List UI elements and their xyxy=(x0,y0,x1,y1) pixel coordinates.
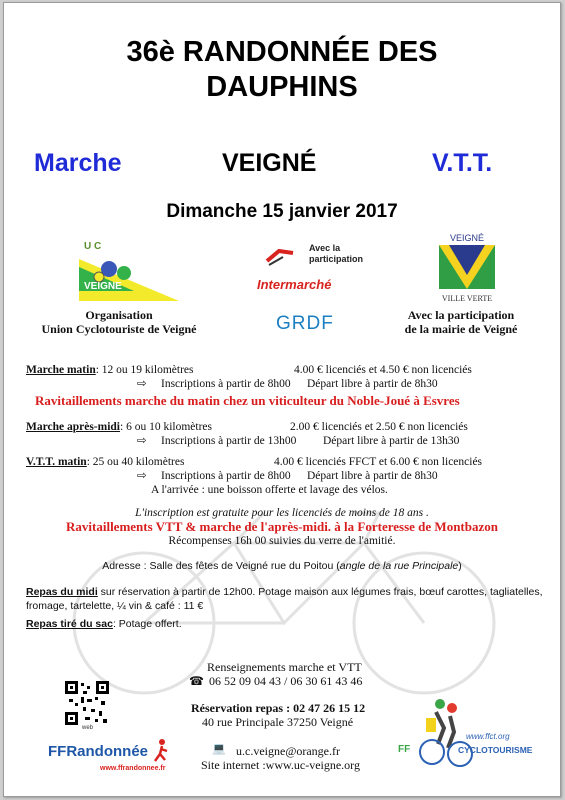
vtt-matin-prices: 4.00 € licenciés FFCT et 6.00 € non licenciés xyxy=(274,456,483,468)
phone-icon: ☎ xyxy=(189,674,204,688)
contact-heading: Renseignements marche et VTT xyxy=(207,660,362,674)
free-registration-note: L'inscription est gratuite pour les licenciés de moins de 18 ans . xyxy=(135,507,429,519)
ffrandonnee-wordmark: FFRandonnée xyxy=(48,743,148,760)
ravitaillement-apres-midi: Ravitaillements VTT & marche de l'après-midi. à la Forteresse de Montbazon xyxy=(66,519,498,534)
ucv-logo xyxy=(74,239,184,303)
qr-caption: web xyxy=(82,725,94,731)
vtt-arrivee-note: A l'arrivée : une boisson offerte et lavage des vélos. xyxy=(151,484,388,496)
adresse-line xyxy=(4,559,560,573)
ffrandonnee-logo xyxy=(48,743,148,760)
event-title-line1: 36è RANDONNÉE DES xyxy=(126,36,438,68)
marche-matin-label: Marche matin xyxy=(26,364,96,376)
organisation-name: Union Cyclotouriste de Veigné xyxy=(41,322,197,336)
qr-code-graphic xyxy=(65,681,109,725)
ucv-logo-letters: U C xyxy=(84,241,102,252)
sponsor-caption: Avec la participation xyxy=(309,243,364,264)
repas-midi-label: Repas du midi xyxy=(26,586,98,598)
repas-sac-line xyxy=(26,617,182,631)
email-icon: 💻 xyxy=(212,743,226,755)
marche-apres-midi-depart: Départ libre à partir de 13h30 xyxy=(323,435,460,447)
ravitaillement-matin: Ravitaillements marche du matin chez un viticulteur du Noble-Joué à Esvres xyxy=(35,393,460,408)
veigne-town-logo xyxy=(437,233,497,309)
ffrandonnee-walker-icon xyxy=(152,738,170,762)
mairie-participation-name: de la mairie de Veigné xyxy=(404,322,518,336)
adresse-italic: angle de la rue Principale xyxy=(339,560,459,572)
grdf-wordmark: GRDF xyxy=(276,313,334,334)
marche-matin-row xyxy=(26,363,193,377)
mairie-participation-label: Avec la participation xyxy=(407,308,515,322)
event-title-line2: DAUPHINS xyxy=(206,71,358,103)
marche-apres-midi-row xyxy=(26,420,212,434)
vtt-heading: V.T.T. xyxy=(432,149,493,177)
adresse-prefix: Adresse : Salle des fêtes de Veigné rue du Poitou ( xyxy=(102,560,340,572)
contact-phones: 06 52 09 04 43 / 06 30 61 43 46 xyxy=(209,674,363,688)
marche-matin-inscriptions: Inscriptions à partir de 8h00 xyxy=(161,378,291,390)
event-date: Dimanche 15 janvier 2017 xyxy=(166,201,398,222)
marche-apres-midi-distance: : 6 ou 10 kilomètres xyxy=(120,421,213,433)
marche-apres-midi-inscriptions: Inscriptions à partir de 13h00 xyxy=(161,435,297,447)
vtt-matin-distance: : 25 ou 40 kilomètres xyxy=(86,456,185,468)
contact-email[interactable]: u.c.veigne@orange.fr xyxy=(236,744,341,758)
vtt-matin-label: V.T.T. matin xyxy=(26,456,87,468)
intermarche-logo xyxy=(257,241,367,301)
marche-matin-distance: : 12 ou 19 kilomètres xyxy=(95,364,194,376)
vtt-matin-depart: Départ libre à partir de 8h30 xyxy=(307,470,438,482)
marche-matin-prices: 4.00 € licenciés et 4.50 € non licenciés xyxy=(294,364,472,376)
contact-address: 40 rue Principale 37250 Veigné xyxy=(202,715,354,729)
town-logo-motto: VILLE VERTE xyxy=(441,294,493,303)
qr-code[interactable] xyxy=(65,681,109,725)
repas-sac-label: Repas tiré du sac xyxy=(26,618,113,630)
repas-sac-text: : Potage offert. xyxy=(112,618,182,630)
veigne-heading: VEIGNÉ xyxy=(222,149,317,177)
intermarche-wordmark: Intermarché xyxy=(257,277,332,292)
arrow-icon: ⇨ xyxy=(137,470,147,482)
recompenses-note: Récompenses 16h 00 suivies du verre de l'amitié. xyxy=(168,535,396,547)
marche-apres-midi-label: Marche après-midi xyxy=(26,421,121,433)
arrow-icon: ⇨ xyxy=(137,435,147,447)
repas-midi-line1 xyxy=(26,585,543,599)
ffct-logo xyxy=(398,692,538,774)
marche-matin-depart: Départ libre à partir de 8h30 xyxy=(307,378,438,390)
ffct-name: CYCLOTOURISME xyxy=(458,745,533,755)
repas-midi-text: sur réservation à partir de 12h00. Potage maison aux légumes frais, bœuf carottes, tagliatelles, xyxy=(97,586,543,598)
town-logo-name: VEIGNÉ xyxy=(449,233,484,243)
ffct-prefix: FF xyxy=(398,744,411,755)
adresse-suffix: ) xyxy=(458,560,462,572)
intermarche-runner-icon xyxy=(265,245,295,267)
reservation-repas: Réservation repas : 02 47 26 15 12 xyxy=(191,701,366,715)
grdf-logo xyxy=(276,313,334,335)
arrow-icon: ⇨ xyxy=(137,378,147,390)
vtt-matin-inscriptions: Inscriptions à partir de 8h00 xyxy=(161,470,291,482)
contact-website[interactable]: Site internet :www.uc-veigne.org xyxy=(201,758,360,772)
repas-midi-line2: fromage, tartelette, ¼ vin & café : 11 € xyxy=(26,600,204,612)
vtt-matin-row xyxy=(26,455,184,469)
marche-apres-midi-prices: 2.00 € licenciés et 2.50 € non licenciés xyxy=(290,421,468,433)
flyer-page xyxy=(3,2,561,797)
organisation-label: Organisation xyxy=(85,308,153,322)
town-emblem xyxy=(439,245,495,289)
ffrandonnee-site: www.ffrandonnee.fr xyxy=(100,765,166,772)
marche-heading: Marche xyxy=(34,149,122,177)
ffct-site: www.ffct.org xyxy=(466,732,510,741)
ucv-logo-name: VEIGNE xyxy=(84,281,122,292)
